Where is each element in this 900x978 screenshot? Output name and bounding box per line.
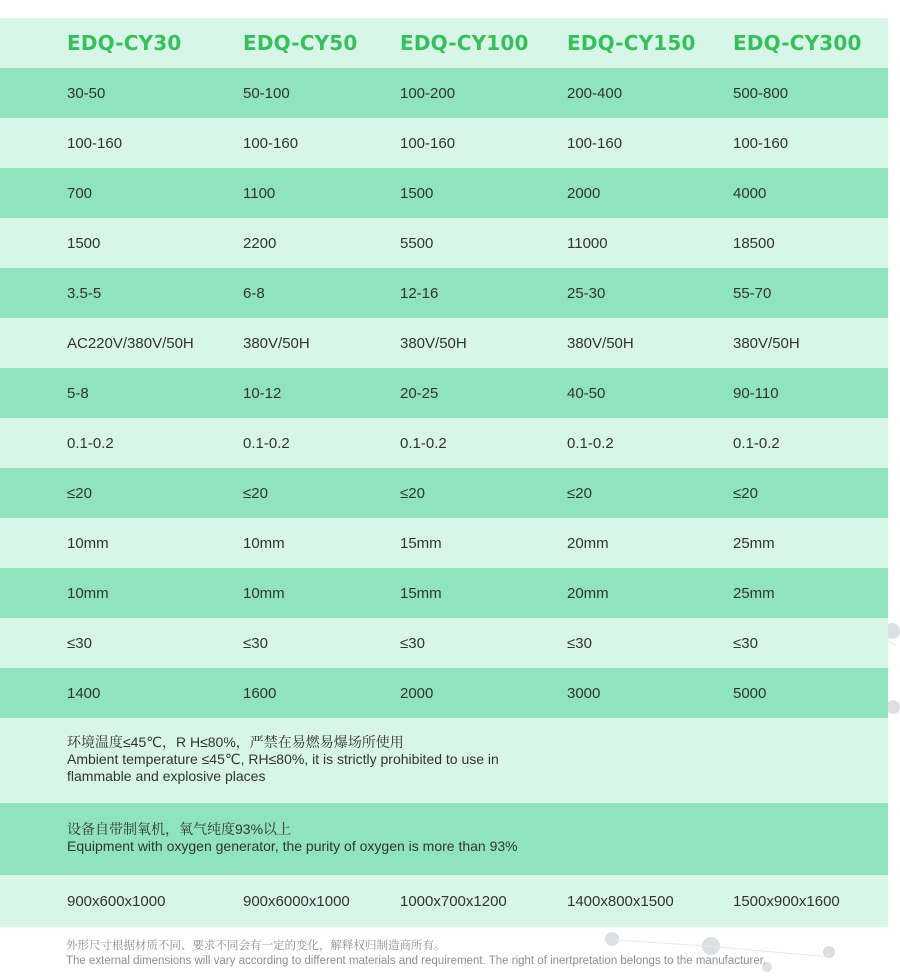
table-cell: 25mm bbox=[733, 534, 775, 552]
table-cell: 0.1-0.2 bbox=[400, 434, 447, 452]
table-cell: 4000 bbox=[733, 184, 767, 202]
table-row bbox=[0, 618, 888, 668]
table-cell: 15mm bbox=[400, 534, 442, 552]
table-cell: 0.1-0.2 bbox=[733, 434, 780, 452]
oxygen-note-en: Equipment with oxygen generator, the purity of oxygen is more than 93% bbox=[67, 838, 518, 854]
table-cell: 100-160 bbox=[567, 134, 623, 152]
dimensions-row bbox=[0, 875, 888, 927]
table-cell: 2000 bbox=[400, 684, 434, 702]
table-cell: 3000 bbox=[567, 684, 601, 702]
table-cell: 55-70 bbox=[733, 284, 772, 302]
table-cell: 100-160 bbox=[67, 134, 123, 152]
table-cell: 380V/50H bbox=[567, 334, 634, 352]
table-cell: 100-160 bbox=[243, 134, 299, 152]
decorative-dot bbox=[886, 700, 900, 714]
table-header-row bbox=[0, 18, 888, 68]
table-cell: 1500 bbox=[400, 184, 434, 202]
table-cell: 11000 bbox=[567, 234, 608, 252]
table-cell: ≤20 bbox=[400, 484, 425, 502]
oxygen-note-zh: 设备自带制氧机，氧气纯度93%以上 bbox=[67, 821, 292, 837]
model-header: EDQ-CY100 bbox=[400, 31, 529, 55]
table-cell: ≤20 bbox=[67, 484, 92, 502]
table-cell: 100-160 bbox=[733, 134, 789, 152]
table-row bbox=[0, 668, 888, 718]
model-header: EDQ-CY150 bbox=[567, 31, 696, 55]
table-cell: 20mm bbox=[567, 584, 609, 602]
table-cell: 10mm bbox=[243, 534, 285, 552]
table-cell: 380V/50H bbox=[243, 334, 310, 352]
table-cell: 0.1-0.2 bbox=[67, 434, 114, 452]
table-row bbox=[0, 368, 888, 418]
table-row bbox=[0, 318, 888, 368]
table-cell: 380V/50H bbox=[400, 334, 467, 352]
table-cell: ≤20 bbox=[243, 484, 268, 502]
table-cell: 12-16 bbox=[400, 284, 439, 302]
model-header: EDQ-CY50 bbox=[243, 31, 358, 55]
table-cell: 10mm bbox=[67, 584, 109, 602]
table-cell: 10mm bbox=[243, 584, 285, 602]
table-cell: ≤30 bbox=[733, 634, 758, 652]
table-cell: 1600 bbox=[243, 684, 277, 702]
table-cell: ≤30 bbox=[243, 634, 268, 652]
dimension-cell: 900x600x1000 bbox=[67, 892, 166, 910]
dimension-cell: 1000x700x1200 bbox=[400, 892, 507, 910]
table-cell: ≤30 bbox=[400, 634, 425, 652]
table-cell: 20mm bbox=[567, 534, 609, 552]
table-cell: 25-30 bbox=[567, 284, 606, 302]
table-cell: 380V/50H bbox=[733, 334, 800, 352]
dimension-cell: 1400x800x1500 bbox=[567, 892, 674, 910]
dimension-cell: 1500x900x1600 bbox=[733, 892, 840, 910]
table-cell: 100-200 bbox=[400, 84, 456, 102]
table-cell: 20-25 bbox=[400, 384, 439, 402]
footer-disclaimer bbox=[66, 939, 766, 969]
table-row bbox=[0, 218, 888, 268]
table-row bbox=[0, 268, 888, 318]
table-cell: 5000 bbox=[733, 684, 767, 702]
table-row bbox=[0, 168, 888, 218]
table-row bbox=[0, 118, 888, 168]
table-cell: 5-8 bbox=[67, 384, 89, 402]
table-cell: 2000 bbox=[567, 184, 601, 202]
table-cell: 10-12 bbox=[243, 384, 282, 402]
table-cell: 10mm bbox=[67, 534, 109, 552]
table-cell: 15mm bbox=[400, 584, 442, 602]
environment-note-zh: 环境温度≤45℃，R H≤80%，严禁在易燃易爆场所使用 bbox=[67, 734, 404, 750]
spec-table bbox=[0, 18, 888, 927]
oxygen-note-row bbox=[0, 803, 888, 875]
footer-en: The external dimensions will vary according to different materials and requirement. The right of inertpretation belongs to the manufacturer. bbox=[66, 955, 767, 967]
table-cell: AC220V/380V/50H bbox=[67, 334, 194, 352]
table-row bbox=[0, 518, 888, 568]
table-cell: ≤30 bbox=[567, 634, 592, 652]
table-cell: 500-800 bbox=[733, 84, 789, 102]
table-cell: 0.1-0.2 bbox=[243, 434, 290, 452]
table-cell: ≤30 bbox=[67, 634, 92, 652]
table-cell: 2200 bbox=[243, 234, 277, 252]
table-row bbox=[0, 418, 888, 468]
table-cell: 1100 bbox=[243, 184, 276, 202]
table-cell: 18500 bbox=[733, 234, 775, 252]
table-cell: ≤20 bbox=[567, 484, 592, 502]
table-cell: 40-50 bbox=[567, 384, 606, 402]
table-row bbox=[0, 568, 888, 618]
table-cell: 6-8 bbox=[243, 284, 265, 302]
environment-note-en-line2: flammable and explosive places bbox=[67, 768, 266, 784]
table-cell: 90-110 bbox=[733, 384, 779, 402]
table-cell: 1500 bbox=[67, 234, 101, 252]
table-row bbox=[0, 68, 888, 118]
environment-note-row bbox=[0, 718, 888, 803]
environment-note-en-line1: Ambient temperature ≤45℃, RH≤80%, it is strictly prohibited to use in bbox=[67, 751, 499, 767]
dimension-cell: 900x6000x1000 bbox=[243, 892, 350, 910]
table-cell: 30-50 bbox=[67, 84, 106, 102]
footer-zh: 外形尺寸根据材质不同、要求不同会有一定的变化，解释权归制造商所有。 bbox=[66, 940, 446, 952]
table-cell: 3.5-5 bbox=[67, 284, 102, 302]
table-cell: 200-400 bbox=[567, 84, 623, 102]
table-cell: 1400 bbox=[67, 684, 101, 702]
table-cell: 25mm bbox=[733, 584, 775, 602]
table-cell: 50-100 bbox=[243, 84, 290, 102]
table-cell: ≤20 bbox=[733, 484, 758, 502]
table-cell: 5500 bbox=[400, 234, 434, 252]
model-header: EDQ-CY30 bbox=[67, 31, 182, 55]
table-cell: 0.1-0.2 bbox=[567, 434, 614, 452]
table-cell: 700 bbox=[67, 184, 93, 202]
table-cell: 100-160 bbox=[400, 134, 456, 152]
table-row bbox=[0, 468, 888, 518]
model-header: EDQ-CY300 bbox=[733, 31, 862, 55]
